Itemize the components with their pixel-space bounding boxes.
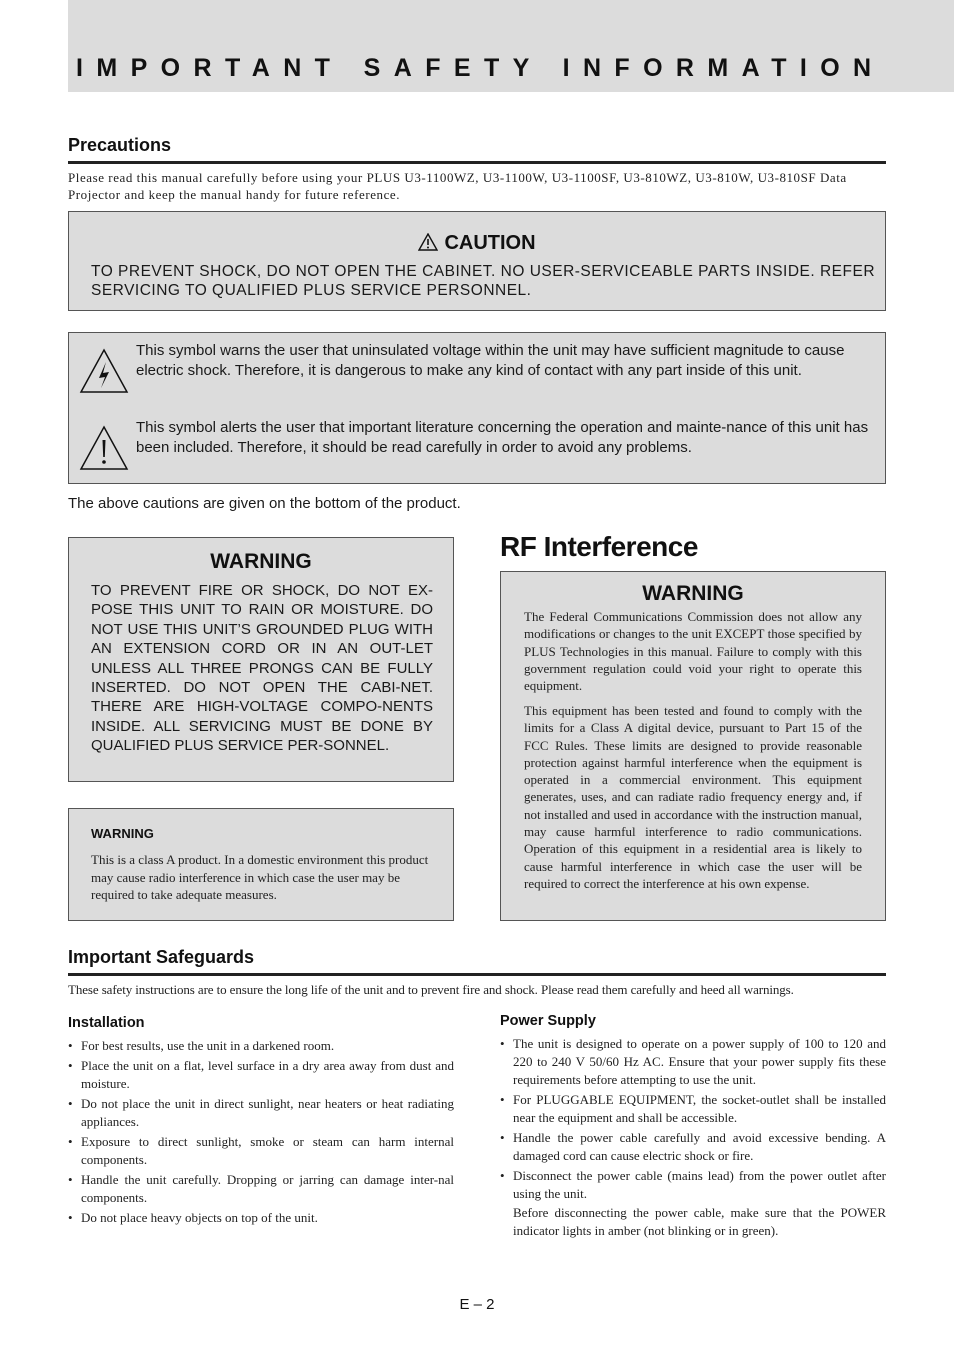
- caution-heading: CAUTION: [444, 232, 536, 254]
- caution-box: [68, 211, 886, 311]
- symbol-text-literature: This symbol alerts the user that important literature concerning the operation and mainte-nance of this unit has been included. Therefore, it should be read carefully in order to avoid any problems.: [136, 419, 869, 456]
- list-item: • Do not place heavy objects on top of the unit.: [68, 1209, 454, 1227]
- precautions-heading: Precautions: [68, 135, 886, 164]
- installation-list: [68, 1037, 454, 1229]
- lightning-bolt-icon: [79, 348, 129, 394]
- list-item: • Place the unit on a flat, level surface in a dry area away from dust and moisture.: [68, 1057, 454, 1093]
- list-item-continuation: Before disconnecting the power cable, make sure that the POWER indicator lights in amber (not blinking or in green).: [513, 1205, 886, 1238]
- list-item: • For best results, use the unit in a darkened room.: [68, 1037, 454, 1055]
- list-item: [500, 1167, 886, 1240]
- safeguards-heading: Important Safeguards: [68, 947, 886, 976]
- warning-heading: WARNING: [210, 550, 312, 573]
- page-number: E – 2: [459, 1296, 495, 1313]
- list-item: • Do not place the unit in direct sunlight, near heaters or heat radiating appliances.: [68, 1095, 454, 1131]
- list-item: • Exposure to direct sunlight, smoke or steam can harm internal components.: [68, 1133, 454, 1169]
- power-supply-list: [500, 1035, 886, 1242]
- list-item: • Handle the unit carefully. Dropping or jarring can damage inter-nal components.: [68, 1171, 454, 1207]
- rf-para-2: This equipment has been tested and found to comply with the limits for a Class A digital device, pursuant to Part 15 of the FCC Rules. These limits are designed to provide reasonable protection against harmful interference when the equipment is operated in a commercial environment. This equipment generates, uses, and can radiate radio frequency energy and, if not installed and used in accordance with the instruction manual, may cause harmful interference to radio communications. Operation of this equipment in a residential area is likely to cause harmful interference in which case the user will be required to correct the interference at his own expense.: [524, 703, 862, 891]
- warning-triangle-icon: [418, 233, 438, 251]
- power-supply-heading: Power Supply: [500, 1013, 596, 1029]
- rf-warning-heading: WARNING: [642, 582, 744, 605]
- list-item: • Handle the power cable carefully and avoid excessive bending. A damaged cord can cause electric shock or fire.: [500, 1129, 886, 1165]
- installation-heading: Installation: [68, 1015, 145, 1031]
- title-band: [68, 0, 954, 92]
- safeguards-intro: These safety instructions are to ensure the long life of the unit and to prevent fire and shock. Please read them carefully and heed all warnings.: [68, 982, 794, 997]
- precautions-intro: Please read this manual carefully before using your PLUS U3-1100WZ, U3-1100W, U3-1100SF, U3-810WZ, U3-810W, U3-810SF Data Projector and keep the manual handy for future reference.: [68, 170, 847, 202]
- class-a-warning-heading: WARNING: [91, 826, 154, 841]
- list-item: • The unit is designed to operate on a power supply of 100 to 120 and 220 to 240 V 50/60 Hz AC. Ensure that your power supply fits these requirements before attempting to use the unit.: [500, 1035, 886, 1089]
- symbols-box: [68, 332, 886, 484]
- list-item: • For PLUGGABLE EQUIPMENT, the socket-outlet shall be installed near the equipment and shall be accessible.: [500, 1091, 886, 1127]
- class-a-warning-text: This is a class A product. In a domestic environment this product may cause radio interference in which case the user may be required to take adequate measures.: [91, 852, 429, 902]
- exclamation-triangle-icon: [79, 425, 129, 471]
- symbol-text-voltage: This symbol warns the user that uninsulated voltage within the unit may have sufficient magnitude to cause electric shock. Therefore, it is dangerous to make any kind of contact with any part inside of this unit.: [136, 342, 845, 379]
- bottom-note: The above cautions are given on the bottom of the product.: [68, 495, 461, 512]
- list-item-text: Disconnect the power cable (mains lead) from the power outlet after using the unit.: [513, 1168, 886, 1201]
- rf-warning-box: [500, 571, 886, 921]
- rf-para-1: The Federal Communications Commission does not allow any modifications or changes to the unit EXCEPT those specified by PLUS Technologies in this manual. Failure to comply with this government regulation could void your right to operate this equipment.: [524, 609, 862, 694]
- warning-box: [68, 537, 454, 782]
- warning-text: TO PREVENT FIRE OR SHOCK, DO NOT EX-POSE THIS UNIT TO RAIN OR MOISTURE. DO NOT USE THIS UNIT’S GROUNDED PLUG WITH AN EXTENSION CORD OR IN AN OUT-LET UNLESS ALL THREE PRONGS CAN BE FULLY INSERTED. DO NOT OPEN THE CABI-NET. THERE ARE HIGH-VOLTAGE COMPO-NENTS INSIDE. ALL SERVICING MUST BE DONE BY QUALIFIED PLUS SERVICE PER-SONNEL.: [91, 582, 433, 755]
- class-a-warning-box: [68, 808, 454, 921]
- rf-interference-title: RF Interference: [500, 531, 698, 562]
- page-title: IMPORTANT SAFETY INFORMATION: [76, 54, 885, 82]
- caution-text: TO PREVENT SHOCK, DO NOT OPEN THE CABINET. NO USER-SERVICEABLE PARTS INSIDE. REFER SERVICING TO QUALIFIED PLUS SERVICE PERSONNEL.: [91, 263, 876, 299]
- caution-heading-row: [69, 232, 885, 255]
